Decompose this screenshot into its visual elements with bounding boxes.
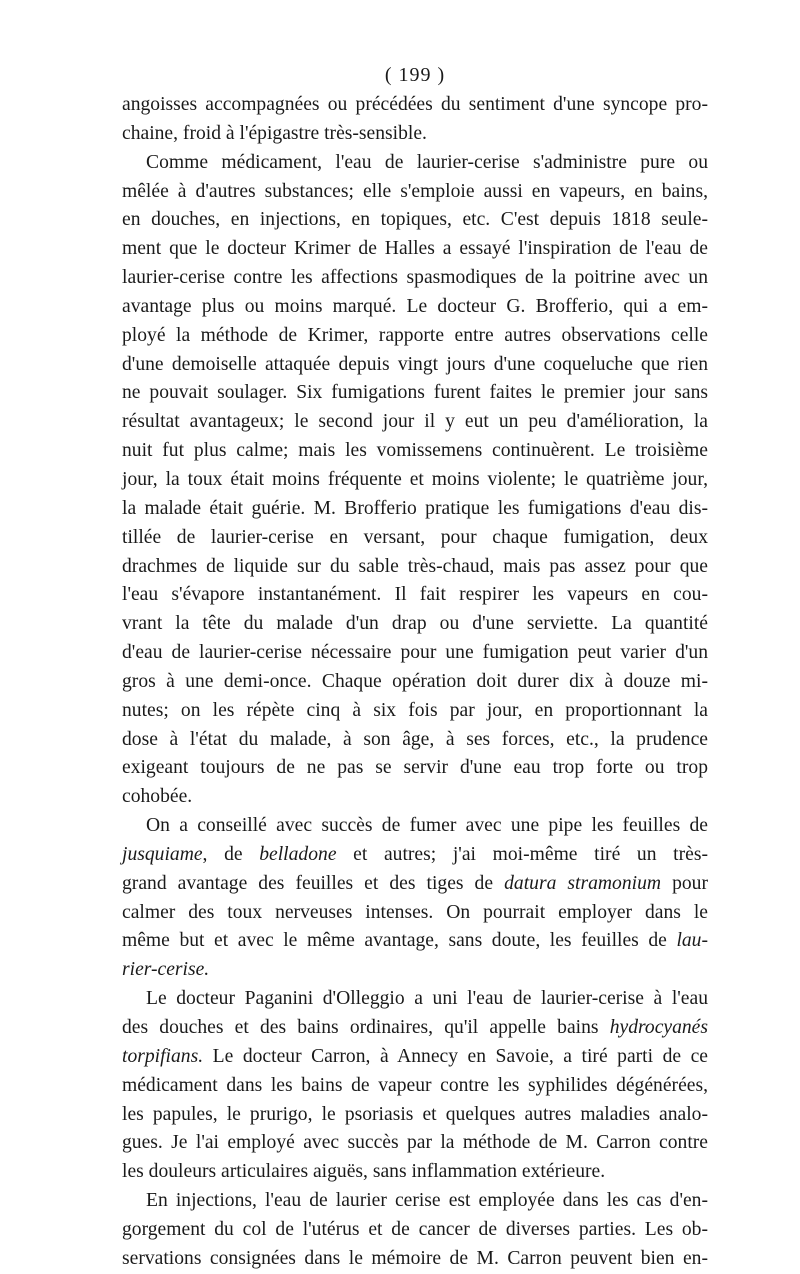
text-line: tillée de laurier-cerise en versant, pour chaque fumigation, deux	[122, 526, 708, 548]
text-line: l'eau s'évapore instantanément. Il fait respirer les vapeurs en cou-	[122, 584, 708, 606]
text-line: En injections, l'eau de laurier cerise est employée dans les cas d'en-	[146, 1190, 708, 1212]
text-line: grand avantage des feuilles et des tiges de datura stramonium pour	[122, 872, 708, 894]
body-text	[122, 91, 708, 1274]
text-line: torpifians. Le docteur Carron, à Annecy en Savoie, a tiré parti de ce	[122, 1045, 708, 1067]
text-line: d'une demoiselle attaquée depuis vingt jours d'une coqueluche que rien	[122, 353, 708, 375]
text-line: la malade était guérie. M. Brofferio pratique les fumigations d'eau dis-	[122, 497, 708, 519]
text-line: dose à l'état du malade, à son âge, à ses forces, etc., la prudence	[122, 728, 708, 750]
text-line: jusquiame, de belladone et autres; j'ai moi-même tiré un très-	[122, 843, 708, 865]
text-line: gros à une demi-once. Chaque opération doit durer dix à douze mi-	[122, 670, 708, 692]
text-line: d'eau de laurier-cerise nécessaire pour une fumigation peut varier d'un	[122, 642, 708, 664]
text-line: en douches, en injections, en topiques, etc. C'est depuis 1818 seule-	[122, 209, 708, 231]
text-line: Le docteur Paganini d'Olleggio a uni l'eau de laurier-cerise à l'eau	[146, 988, 708, 1010]
text-line: laurier-cerise contre les affections spasmodiques de la poitrine avec un	[122, 267, 708, 289]
text-line: des douches et des bains ordinaires, qu'il appelle bains hydrocyanés	[122, 1017, 708, 1038]
text-line: les papules, le prurigo, le psoriasis et quelques autres maladies analo-	[122, 1103, 708, 1125]
text-line: cohobée.	[122, 786, 193, 808]
text-line: angoisses accompagnées ou précédées du sentiment d'une syncope pro-	[122, 94, 708, 115]
text-line: vrant la tête du malade d'un drap ou d'une serviette. La quantité	[122, 613, 708, 635]
text-line: ployé la méthode de Krimer, rapporte entre autres observations celle	[122, 324, 708, 346]
text-line: même but et avec le même avantage, sans doute, les feuilles de lau-	[122, 930, 708, 952]
text-line: médicament dans les bains de vapeur contre les syphilides dégénérées,	[122, 1074, 708, 1096]
text-line: mêlée à d'autres substances; elle s'emploie aussi en vapeurs, en bains,	[122, 180, 708, 202]
text-line: jour, la toux était moins fréquente et moins violente; le quatrième jour,	[122, 468, 708, 490]
text-line: exigeant toujours de ne pas se servir d'une eau trop forte ou trop	[122, 757, 708, 779]
text-line: nutes; on les répète cinq à six fois par jour, en proportionnant la	[122, 699, 708, 721]
text-line: nuit fut plus calme; mais les vomissemens continuèrent. Le troisième	[122, 440, 708, 462]
text-line: calmer des toux nerveuses intenses. On pourrait employer dans le	[122, 901, 708, 923]
text-line: avantage plus ou moins marqué. Le docteur G. Brofferio, qui a em-	[122, 295, 708, 317]
page-number: ( 199 )	[384, 64, 446, 86]
text-line: les douleurs articulaires aiguës, sans inflammation extérieure.	[122, 1161, 606, 1183]
text-line: résultat avantageux; le second jour il y eut un peu d'amélioration, la	[122, 411, 708, 433]
text-line: chaine, froid à l'épigastre très-sensible.	[122, 122, 427, 144]
text-line: gues. Je l'ai employé avec succès par la méthode de M. Carron contre	[122, 1132, 708, 1154]
text-line: gorgement du col de l'utérus et de cancer de diverses parties. Les ob-	[122, 1218, 708, 1240]
text-line: ne pouvait soulager. Six fumigations furent faites le premier jour sans	[122, 382, 708, 404]
text-line: On a conseillé avec succès de fumer avec une pipe les feuilles de	[146, 815, 708, 837]
text-line: drachmes de liquide sur du sable très-chaud, mais pas assez pour que	[122, 555, 708, 577]
text-line: Comme médicament, l'eau de laurier-cerise s'administre pure ou	[146, 151, 708, 173]
text-line: rier-cerise.	[122, 959, 210, 981]
text-line: servations consignées dans le mémoire de M. Carron peuvent bien en-	[122, 1247, 708, 1269]
text-line: ment que le docteur Krimer de Halles a essayé l'inspiration de l'eau de	[122, 238, 708, 260]
